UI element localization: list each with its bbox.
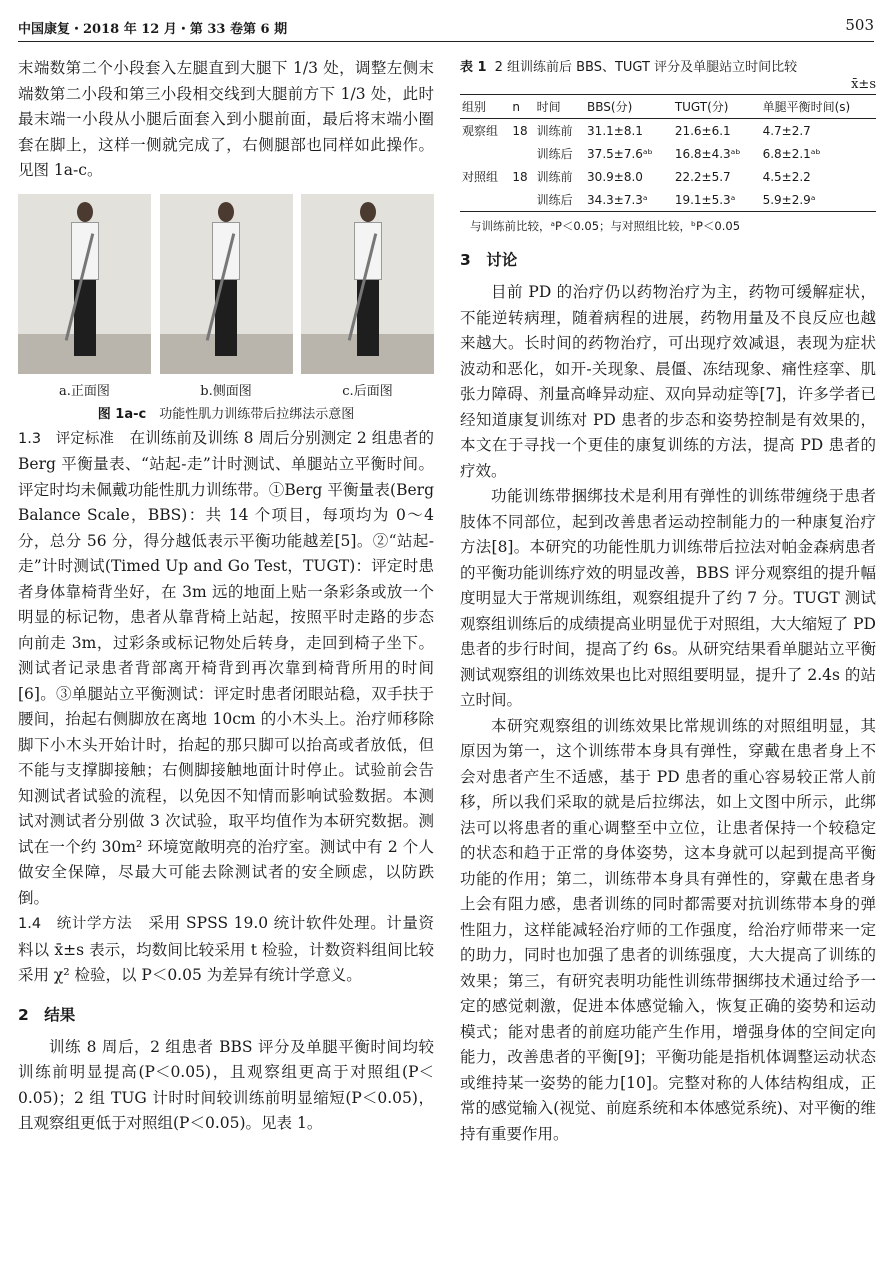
results-paragraph: 训练 8 周后，2 组患者 BBS 评分及单腿平衡时间均较训练前明显提高(P＜0.05)，且观察组更高于对照组(P＜0.05)；2 组 TUG 计时时间较训练前明显缩短(P＜0.05)，且观察组更低于对照组(P＜0.05)。见表 1。 bbox=[18, 1037, 434, 1132]
table-caption: 2 组训练前后 BBS、TUGT 评分及单腿站立时间比较 bbox=[494, 60, 798, 75]
left-column bbox=[18, 56, 434, 1137]
front-view-photo bbox=[18, 194, 151, 374]
figure-label: 图 1a-c bbox=[97, 406, 147, 422]
th-n: n bbox=[512, 99, 520, 114]
table-1-title bbox=[460, 56, 876, 75]
section-1-3-text: 在训练前及训练 8 周后分别测定 2 组患者的 Berg 平衡量表、“站起-走”计时测试、单腿站立平衡时间。评定时均未佩戴功能性肌力训练带。①Berg 平衡量表(Berg Balance Scale，BBS)：共 14 个项目，每项均为 0～4 分，总分 56 分，得分越低表示平衡功能越差[5]。②“站起-走”计时测试(Timed Up and Go Test，TUGT)：评定时患者身体靠椅背坐好，在 3m 远的地面上贴一条彩条或放一个明显的标记物，患者从靠背椅上站起，按照平时走路的步态向前走 3m，过彩条或标记物处后转身，走回到椅子坐下。测试者记录患者背部离开椅背到再次靠到椅背所用的时间[6]。③单腿站立平衡测试：评定时患者闭眼站稳，双手扶于腰间，抬起右侧脚放在离地 10cm 的小木头上。治疗师移除脚下小木头开始计时，抬起的那只脚可以抬高或者放低，但不能与支撑脚接触；右侧脚接触地面计时停止。试验前会告知测试者试验的流程，以免因不知情而影响试验数据。本测试对测试者分别做 3 次试验，取平均值作为本研究数据。测试在一个约 30m² 环境宽敞明亮的治疗室。测试中有 2 个人做安全保障，尽最大可能去除测试者的安全顾虑，以防跌倒。 bbox=[18, 428, 434, 907]
table-cell bbox=[510, 188, 534, 212]
table-label: 表 1 bbox=[460, 60, 487, 75]
discussion-heading: 3 讨论 bbox=[460, 251, 518, 269]
section-1-4-text: 采用 SPSS 19.0 统计软件处理。计量资料以 x̄±s 表示，均数间比较采用 t 检验，计数资料组间比较采用 χ² 检验，以 P＜0.05 为差异有统计学意义。 bbox=[18, 914, 434, 984]
journal-citation: 中国康复・2018 年 12 月・第 33 卷第 6 期 bbox=[18, 22, 288, 37]
table-cell: 观察组 bbox=[462, 124, 499, 138]
th-bbs: BBS(分) bbox=[587, 100, 633, 114]
running-header bbox=[18, 14, 874, 42]
section-1-4 bbox=[18, 911, 434, 989]
section-1-3-heading: 1.3 评定标准 bbox=[18, 430, 115, 447]
discussion-paragraph-3: 本研究观察组的训练效果比常规训练的对照组明显，其原因为第一，这个训练带本身具有弹性，穿戴在患者身上不会对患者产生不适感，基于 PD 患者的重心容易较正常人前移，所以我们采取的就是后拉绑法，如上文图中所示，此绑法可以将患者的重心调整至中立位，让患者保持一个较稳定的状态和趋于正常的身体姿势，这本身就可以起到提高平衡功能的作用；第二，训练带本身具有弹性的，穿戴在患者身上会有阻力感，患者训练的同时都需要对抗训练带本身的弹性阻力，这样能减轻治疗师的工作强度，给治疗师带来一定的助力，同时也加强了患者的训练强度，大大提高了训练的效果；第三，有研究表明功能性训练带捆绑技术通过给予一定的感觉刺激，促进本体感觉输入，恢复正确的姿势和运动模式；能对患者的前庭功能产生作用，增强身体的空间定向能力，改善患者的平衡[9]；平衡功能是指机体调整运动状态或维持某一姿势的能力[10]。完整对称的人体结构组成，正常的感觉输入(视觉、前庭系统和本体感觉系统)、对平衡的维持有重要作用。 bbox=[460, 716, 876, 1143]
back-view-photo bbox=[301, 194, 434, 374]
page-number: 503 bbox=[845, 16, 874, 34]
figure-title: 功能性肌力训练带后拉绑法示意图 bbox=[159, 406, 355, 422]
results-heading: 2 结果 bbox=[18, 1005, 76, 1024]
table-1 bbox=[460, 94, 876, 212]
table-cell: 对照组 bbox=[462, 170, 499, 184]
subfigure-captions bbox=[18, 380, 434, 399]
caption-front: a.正面图 bbox=[59, 383, 110, 399]
figure-1 bbox=[18, 194, 434, 422]
intro-paragraph: 末端数第二个小段套入左腿直到大腿下 1/3 处，调整左侧末端数第二小段和第三小段相交线到大腿前方下 1/3 处，此时最末端一小段从小腿后面套入到小腿前面，最后将末端小圈套在脚上，这样一侧就完成了，右侧腿部也同样如此操作。见图 1a-c。 bbox=[18, 59, 434, 179]
discussion-paragraph-1: 目前 PD 的治疗仍以药物治疗为主，药物可缓解症状，不能逆转病理，随着病程的进展，药物用量及不良反应也越来越大。长时间的药物治疗，可出现疗效减退，表现为症状波动和恶化，如开-关现象、晨僵、冻结现象、痛性痉挛、肌张力障碍、剂量高峰异动症、双向异动症等[7]，许多学者已经知道康复训练对 PD 患者的步态和姿势控制是有效果的，本文在于寻找一个更佳的康复训练的方法，提高 PD 患者的疗效。 bbox=[460, 283, 876, 480]
caption-side: b.侧面图 bbox=[200, 383, 252, 399]
table-cell: 30.9±8.0 bbox=[587, 169, 643, 184]
caption-back: c.后面图 bbox=[342, 383, 393, 399]
table-cell: 训练前 bbox=[536, 170, 573, 184]
table-cell bbox=[460, 188, 510, 212]
table-cell: 训练后 bbox=[536, 193, 573, 207]
right-column bbox=[460, 56, 876, 1147]
table-cell: 4.7±2.7 bbox=[762, 123, 811, 138]
table-unit: x̄±s bbox=[851, 77, 876, 92]
table-cell bbox=[510, 142, 534, 165]
table-cell bbox=[460, 142, 510, 165]
section-1-3 bbox=[18, 426, 434, 912]
th-group: 组别 bbox=[462, 100, 487, 114]
figure-caption bbox=[18, 403, 434, 422]
table-cell: 训练前 bbox=[536, 124, 573, 138]
table-row bbox=[460, 119, 876, 143]
table-cell: 18 bbox=[512, 123, 528, 138]
table-cell: 18 bbox=[512, 169, 528, 184]
table-footnote: 与训练前比较，ᵃP＜0.05；与对照组比较，ᵇP＜0.05 bbox=[470, 219, 741, 233]
table-cell: 37.5±7.6ᵃᵇ bbox=[587, 146, 653, 161]
side-view-photo bbox=[160, 194, 293, 374]
figure-photos bbox=[18, 194, 434, 374]
table-cell: 5.9±2.9ᵃ bbox=[762, 192, 816, 207]
th-single-leg: 单腿平衡时间(s) bbox=[762, 100, 851, 114]
table-cell: 16.8±4.3ᵃᵇ bbox=[674, 146, 741, 161]
table-cell: 训练后 bbox=[536, 147, 573, 161]
table-cell: 19.1±5.3ᵃ bbox=[674, 192, 736, 207]
table-row bbox=[460, 165, 876, 188]
table-cell: 22.2±5.7 bbox=[674, 169, 731, 184]
th-time: 时间 bbox=[536, 100, 561, 114]
discussion-paragraph-2: 功能训练带捆绑技术是利用有弹性的训练带缠绕于患者肢体不同部位，起到改善患者运动控制能力的一种康复治疗方法[8]。本研究的功能性肌力训练带后拉法对帕金森病患者的平衡功能训练疗效的明显改善，BBS 评分观察组的提升幅度明显大于常规训练组，观察组提升了约 7 分。TUGT 测试观察组训练后的成绩提高业明显优于对照组，大大缩短了 PD 患者的步行时间，提高了约 6s。从研究结果看单腿站立平衡测试观察组的训练效果也比对照组要明显，提升了 2.4s 的站立时间。 bbox=[460, 487, 876, 709]
table-cell: 21.6±6.1 bbox=[674, 123, 731, 138]
table-cell: 6.8±2.1ᵃᵇ bbox=[762, 146, 821, 161]
table-cell: 34.3±7.3ᵃ bbox=[587, 192, 648, 207]
table-cell: 31.1±8.1 bbox=[587, 123, 643, 138]
th-tugt: TUGT(分) bbox=[674, 100, 729, 114]
table-row bbox=[460, 142, 876, 165]
section-1-4-heading: 1.4 统计学方法 bbox=[18, 916, 133, 932]
table-row bbox=[460, 188, 876, 212]
table-cell: 4.5±2.2 bbox=[762, 169, 811, 184]
table-header-row bbox=[460, 95, 876, 119]
